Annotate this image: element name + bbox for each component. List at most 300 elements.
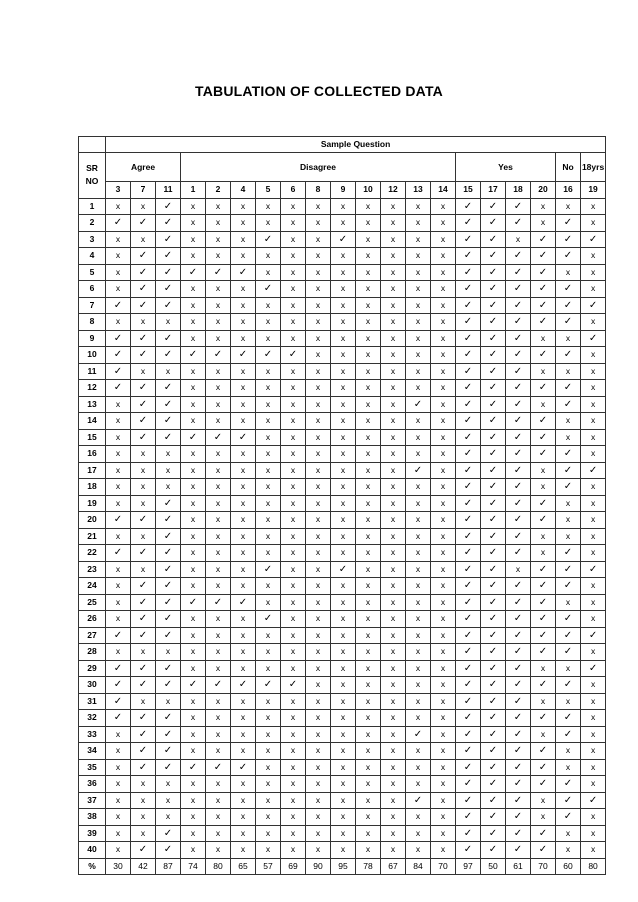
response-cell: ✓: [531, 594, 556, 611]
response-cell: x: [356, 429, 381, 446]
response-cell: x: [581, 495, 606, 512]
response-cell: ✓: [156, 545, 181, 562]
response-cell: ✓: [106, 627, 131, 644]
response-cell: x: [131, 792, 156, 809]
response-cell: x: [256, 330, 281, 347]
response-cell: x: [181, 809, 206, 826]
response-cell: ✓: [156, 842, 181, 859]
response-cell: x: [431, 792, 456, 809]
response-cell: x: [106, 413, 131, 430]
response-cell: x: [106, 825, 131, 842]
sr-number: 14: [79, 413, 106, 430]
response-cell: ✓: [456, 809, 481, 826]
response-cell: x: [431, 413, 456, 430]
response-cell: ✓: [506, 479, 531, 496]
table-row: [79, 479, 606, 496]
question-number: 5: [256, 182, 281, 199]
response-cell: ✓: [531, 512, 556, 529]
response-cell: ✓: [156, 413, 181, 430]
response-cell: ✓: [256, 677, 281, 694]
response-cell: x: [431, 528, 456, 545]
response-cell: x: [431, 776, 456, 793]
table-row: [79, 380, 606, 397]
table-row: [79, 264, 606, 281]
response-cell: x: [431, 660, 456, 677]
response-cell: ✓: [456, 842, 481, 859]
response-cell: ✓: [156, 231, 181, 248]
response-cell: x: [406, 710, 431, 727]
response-cell: ✓: [531, 429, 556, 446]
response-cell: x: [556, 264, 581, 281]
response-cell: x: [131, 479, 156, 496]
response-cell: x: [206, 314, 231, 331]
response-cell: x: [431, 545, 456, 562]
sr-number: 3: [79, 231, 106, 248]
response-cell: x: [356, 677, 381, 694]
sr-no-header: SR NO: [79, 153, 106, 199]
response-cell: ✓: [481, 528, 506, 545]
response-cell: x: [256, 743, 281, 760]
response-cell: x: [106, 644, 131, 661]
response-cell: x: [306, 248, 331, 265]
response-cell: ✓: [131, 578, 156, 595]
response-cell: x: [131, 314, 156, 331]
response-cell: x: [381, 825, 406, 842]
response-cell: x: [431, 726, 456, 743]
group-header: Agree: [106, 153, 181, 182]
response-cell: x: [406, 446, 431, 463]
response-cell: x: [406, 627, 431, 644]
response-cell: x: [281, 479, 306, 496]
response-cell: x: [206, 446, 231, 463]
response-cell: x: [431, 495, 456, 512]
response-cell: x: [431, 561, 456, 578]
response-cell: x: [256, 776, 281, 793]
response-cell: ✓: [506, 627, 531, 644]
response-cell: x: [306, 660, 331, 677]
response-cell: x: [231, 248, 256, 265]
response-cell: ✓: [456, 561, 481, 578]
response-cell: ✓: [556, 281, 581, 298]
response-cell: x: [106, 314, 131, 331]
response-cell: ✓: [506, 248, 531, 265]
response-cell: ✓: [181, 347, 206, 364]
response-cell: x: [256, 495, 281, 512]
response-cell: ✓: [156, 578, 181, 595]
response-cell: ✓: [481, 264, 506, 281]
response-cell: ✓: [106, 330, 131, 347]
response-cell: x: [381, 495, 406, 512]
response-cell: x: [356, 627, 381, 644]
response-cell: x: [406, 578, 431, 595]
response-cell: x: [381, 380, 406, 397]
response-cell: x: [356, 248, 381, 265]
response-cell: x: [531, 660, 556, 677]
percent-value: 65: [231, 858, 256, 874]
response-cell: x: [406, 215, 431, 232]
response-cell: ✓: [531, 644, 556, 661]
response-cell: x: [431, 578, 456, 595]
response-cell: x: [281, 545, 306, 562]
response-cell: ✓: [506, 330, 531, 347]
page-title: TABULATION OF COLLECTED DATA: [195, 83, 443, 99]
response-cell: ✓: [481, 446, 506, 463]
response-cell: ✓: [131, 264, 156, 281]
response-cell: ✓: [481, 314, 506, 331]
response-cell: ✓: [156, 594, 181, 611]
response-cell: x: [131, 825, 156, 842]
response-cell: ✓: [156, 759, 181, 776]
response-cell: x: [556, 512, 581, 529]
response-cell: x: [331, 627, 356, 644]
response-cell: x: [331, 710, 356, 727]
response-cell: ✓: [531, 314, 556, 331]
response-cell: x: [381, 776, 406, 793]
response-cell: ✓: [481, 792, 506, 809]
sr-number: 25: [79, 594, 106, 611]
response-cell: x: [381, 198, 406, 215]
response-cell: x: [406, 297, 431, 314]
response-cell: x: [306, 677, 331, 694]
response-cell: x: [356, 594, 381, 611]
response-cell: x: [281, 578, 306, 595]
response-cell: ✓: [156, 396, 181, 413]
response-cell: x: [506, 561, 531, 578]
response-cell: x: [306, 380, 331, 397]
response-cell: x: [381, 561, 406, 578]
response-cell: x: [581, 479, 606, 496]
response-cell: x: [281, 644, 306, 661]
response-cell: x: [531, 396, 556, 413]
response-cell: x: [381, 594, 406, 611]
sr-number: 31: [79, 693, 106, 710]
response-cell: x: [206, 330, 231, 347]
response-cell: ✓: [481, 347, 506, 364]
response-cell: ✓: [456, 297, 481, 314]
response-cell: x: [406, 429, 431, 446]
table-row: [79, 677, 606, 694]
data-table: [78, 136, 606, 875]
response-cell: x: [406, 528, 431, 545]
response-cell: x: [581, 677, 606, 694]
response-cell: ✓: [506, 528, 531, 545]
response-cell: ✓: [556, 792, 581, 809]
response-cell: ✓: [481, 693, 506, 710]
response-cell: x: [281, 776, 306, 793]
response-cell: ✓: [481, 479, 506, 496]
response-cell: ✓: [506, 578, 531, 595]
sr-number: 40: [79, 842, 106, 859]
sr-number: 21: [79, 528, 106, 545]
response-cell: x: [356, 825, 381, 842]
response-cell: x: [181, 792, 206, 809]
response-cell: x: [356, 611, 381, 628]
response-cell: x: [406, 347, 431, 364]
question-number: 1: [181, 182, 206, 199]
response-cell: x: [356, 726, 381, 743]
response-cell: x: [206, 776, 231, 793]
response-cell: x: [306, 297, 331, 314]
response-cell: x: [231, 776, 256, 793]
response-cell: ✓: [106, 512, 131, 529]
response-cell: ✓: [156, 710, 181, 727]
response-cell: x: [231, 578, 256, 595]
response-cell: ✓: [506, 792, 531, 809]
response-cell: x: [306, 446, 331, 463]
response-cell: ✓: [456, 264, 481, 281]
response-cell: x: [306, 363, 331, 380]
response-cell: x: [306, 644, 331, 661]
table-row: [79, 743, 606, 760]
response-cell: x: [206, 495, 231, 512]
response-cell: ✓: [456, 462, 481, 479]
response-cell: x: [381, 842, 406, 859]
response-cell: x: [581, 314, 606, 331]
response-cell: ✓: [156, 743, 181, 760]
response-cell: ✓: [481, 512, 506, 529]
response-cell: x: [181, 462, 206, 479]
response-cell: x: [181, 330, 206, 347]
response-cell: x: [331, 792, 356, 809]
response-cell: x: [306, 545, 331, 562]
response-cell: ✓: [206, 594, 231, 611]
response-cell: x: [531, 462, 556, 479]
response-cell: ✓: [331, 561, 356, 578]
response-cell: x: [331, 726, 356, 743]
response-cell: ✓: [456, 347, 481, 364]
response-cell: x: [181, 561, 206, 578]
response-cell: x: [281, 528, 306, 545]
response-cell: ✓: [406, 462, 431, 479]
response-cell: x: [306, 264, 331, 281]
response-cell: x: [381, 627, 406, 644]
response-cell: ✓: [581, 792, 606, 809]
response-cell: x: [406, 545, 431, 562]
response-cell: ✓: [231, 264, 256, 281]
response-cell: ✓: [156, 611, 181, 628]
response-cell: x: [106, 726, 131, 743]
response-cell: x: [581, 644, 606, 661]
response-cell: x: [131, 561, 156, 578]
response-cell: x: [181, 479, 206, 496]
response-cell: x: [381, 726, 406, 743]
response-cell: x: [431, 627, 456, 644]
table-row: [79, 710, 606, 727]
response-cell: x: [231, 710, 256, 727]
response-cell: ✓: [456, 611, 481, 628]
table-row: [79, 825, 606, 842]
response-cell: x: [231, 281, 256, 298]
table-row: [79, 512, 606, 529]
response-cell: x: [206, 726, 231, 743]
response-cell: x: [281, 792, 306, 809]
response-cell: x: [556, 495, 581, 512]
response-cell: x: [131, 528, 156, 545]
response-cell: ✓: [531, 347, 556, 364]
question-number: 4: [231, 182, 256, 199]
response-cell: x: [331, 842, 356, 859]
response-cell: x: [206, 528, 231, 545]
response-cell: x: [331, 347, 356, 364]
response-cell: ✓: [181, 594, 206, 611]
response-cell: x: [106, 611, 131, 628]
response-cell: x: [331, 776, 356, 793]
response-cell: ✓: [556, 314, 581, 331]
response-cell: x: [356, 314, 381, 331]
response-cell: ✓: [531, 627, 556, 644]
response-cell: x: [406, 314, 431, 331]
response-cell: x: [206, 792, 231, 809]
response-cell: x: [156, 809, 181, 826]
response-cell: x: [381, 545, 406, 562]
response-cell: x: [331, 248, 356, 265]
response-cell: x: [181, 363, 206, 380]
response-cell: x: [356, 380, 381, 397]
response-cell: x: [256, 528, 281, 545]
percent-value: 78: [356, 858, 381, 874]
response-cell: ✓: [556, 396, 581, 413]
response-cell: ✓: [581, 660, 606, 677]
response-cell: x: [431, 462, 456, 479]
response-cell: ✓: [231, 429, 256, 446]
response-cell: x: [231, 660, 256, 677]
response-cell: x: [406, 281, 431, 298]
response-cell: x: [306, 495, 331, 512]
response-cell: ✓: [556, 545, 581, 562]
response-cell: x: [381, 413, 406, 430]
response-cell: x: [231, 726, 256, 743]
response-cell: ✓: [206, 264, 231, 281]
response-cell: x: [581, 726, 606, 743]
response-cell: ✓: [531, 281, 556, 298]
response-cell: x: [281, 825, 306, 842]
response-cell: x: [431, 380, 456, 397]
response-cell: x: [331, 660, 356, 677]
question-number: 3: [106, 182, 131, 199]
response-cell: ✓: [506, 314, 531, 331]
response-cell: ✓: [506, 776, 531, 793]
question-number: 7: [131, 182, 156, 199]
table-row: [79, 726, 606, 743]
response-cell: x: [281, 413, 306, 430]
response-cell: ✓: [506, 594, 531, 611]
response-cell: x: [181, 215, 206, 232]
response-cell: x: [331, 693, 356, 710]
response-cell: x: [231, 792, 256, 809]
response-cell: ✓: [206, 677, 231, 694]
response-cell: x: [581, 710, 606, 727]
response-cell: x: [131, 198, 156, 215]
response-cell: x: [306, 611, 331, 628]
response-cell: ✓: [506, 710, 531, 727]
response-cell: x: [281, 495, 306, 512]
response-cell: x: [231, 825, 256, 842]
response-cell: x: [356, 264, 381, 281]
response-cell: x: [206, 363, 231, 380]
response-cell: x: [556, 363, 581, 380]
response-cell: x: [581, 545, 606, 562]
response-cell: ✓: [556, 644, 581, 661]
response-cell: x: [556, 594, 581, 611]
percent-value: 70: [531, 858, 556, 874]
response-cell: x: [106, 495, 131, 512]
response-cell: x: [306, 792, 331, 809]
response-cell: x: [531, 693, 556, 710]
response-cell: x: [231, 809, 256, 826]
response-cell: ✓: [406, 792, 431, 809]
response-cell: ✓: [506, 215, 531, 232]
table-row: [79, 792, 606, 809]
response-cell: x: [331, 446, 356, 463]
response-cell: ✓: [231, 759, 256, 776]
response-cell: x: [431, 264, 456, 281]
table-row: [79, 215, 606, 232]
sr-number: 9: [79, 330, 106, 347]
response-cell: x: [531, 215, 556, 232]
response-cell: x: [256, 809, 281, 826]
response-cell: x: [406, 644, 431, 661]
response-cell: ✓: [556, 710, 581, 727]
sr-number: 16: [79, 446, 106, 463]
response-cell: x: [256, 594, 281, 611]
response-cell: ✓: [206, 759, 231, 776]
response-cell: ✓: [131, 759, 156, 776]
response-cell: ✓: [506, 644, 531, 661]
response-cell: x: [431, 710, 456, 727]
response-cell: ✓: [506, 545, 531, 562]
response-cell: ✓: [481, 363, 506, 380]
response-cell: x: [356, 281, 381, 298]
response-cell: x: [331, 297, 356, 314]
response-cell: x: [106, 842, 131, 859]
response-cell: ✓: [481, 495, 506, 512]
response-cell: x: [406, 743, 431, 760]
response-cell: x: [131, 495, 156, 512]
response-cell: x: [431, 809, 456, 826]
response-cell: x: [106, 578, 131, 595]
response-cell: x: [181, 512, 206, 529]
response-cell: ✓: [131, 545, 156, 562]
response-cell: ✓: [131, 215, 156, 232]
response-cell: x: [381, 693, 406, 710]
response-cell: x: [581, 248, 606, 265]
response-cell: x: [431, 479, 456, 496]
response-cell: x: [581, 611, 606, 628]
response-cell: x: [581, 512, 606, 529]
response-cell: ✓: [481, 462, 506, 479]
response-cell: x: [206, 561, 231, 578]
response-cell: ✓: [131, 429, 156, 446]
response-cell: ✓: [456, 528, 481, 545]
response-cell: ✓: [156, 380, 181, 397]
table-row: [79, 363, 606, 380]
response-cell: ✓: [506, 611, 531, 628]
response-cell: ✓: [131, 677, 156, 694]
response-cell: x: [381, 281, 406, 298]
response-cell: ✓: [531, 677, 556, 694]
response-cell: ✓: [506, 693, 531, 710]
response-cell: x: [106, 479, 131, 496]
table-row: [79, 248, 606, 265]
response-cell: x: [106, 792, 131, 809]
response-cell: x: [231, 479, 256, 496]
response-cell: ✓: [506, 512, 531, 529]
response-cell: x: [281, 198, 306, 215]
response-cell: x: [281, 611, 306, 628]
response-cell: x: [306, 347, 331, 364]
response-cell: ✓: [131, 413, 156, 430]
sr-number: 38: [79, 809, 106, 826]
